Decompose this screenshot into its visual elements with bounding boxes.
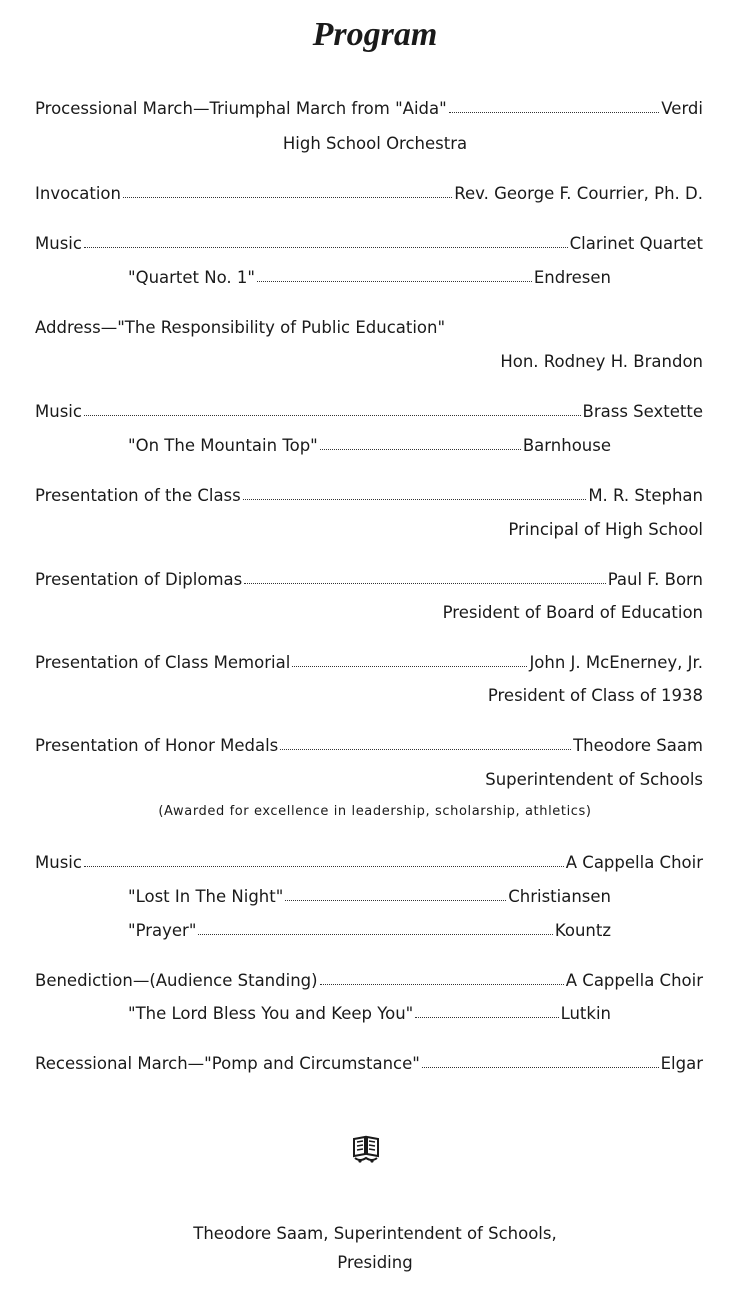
piece-row — [128, 265, 611, 291]
program-item-music-3 — [35, 850, 703, 876]
dot-leader — [84, 231, 568, 248]
item-performer: John J. McEnerney, Jr. — [529, 653, 703, 672]
dot-leader — [320, 433, 521, 450]
item-performer: Verdi — [661, 99, 703, 118]
piece-composer: Barnhouse — [522, 436, 611, 455]
piece-title: "Prayer" — [128, 921, 197, 940]
item-speaker: Hon. Rodney H. Brandon — [500, 352, 703, 371]
program-item-address: Address—"The Responsibility of Public Education" — [35, 318, 446, 337]
dot-leader — [198, 918, 552, 935]
program-item-presentation-medals — [35, 733, 703, 759]
program-item-recessional — [35, 1051, 703, 1077]
dot-leader — [123, 181, 452, 198]
presiding-line-2: Presiding — [337, 1253, 413, 1272]
item-performer: Brass Sextette — [582, 402, 703, 421]
item-title: Presentation of Class Memorial — [35, 653, 291, 672]
piece-title: "On The Mountain Top" — [128, 436, 318, 455]
piece-row — [128, 433, 611, 459]
program-item-music-1 — [35, 231, 703, 257]
item-title: Music — [35, 234, 82, 253]
item-subtitle: Superintendent of Schools — [485, 770, 703, 789]
book-ornament-icon — [351, 1134, 381, 1164]
presiding-line-1: Theodore Saam, Superintendent of Schools, — [193, 1224, 557, 1243]
piece-title: "Lost In The Night" — [128, 887, 284, 906]
piece-composer: Lutkin — [560, 1004, 611, 1023]
piece-row — [128, 1001, 611, 1027]
item-subtitle: Principal of High School — [508, 520, 703, 539]
item-performer: Theodore Saam — [573, 736, 703, 755]
dot-leader — [422, 1051, 659, 1068]
piece-composer: Christiansen — [508, 887, 611, 906]
program-item-presentation-memorial — [35, 650, 703, 676]
dot-leader — [415, 1001, 558, 1018]
dot-leader — [84, 850, 564, 867]
dot-leader — [243, 483, 587, 500]
item-performer: A Cappella Choir — [565, 971, 703, 990]
program-item-invocation — [35, 181, 703, 207]
item-title: Invocation — [35, 184, 121, 203]
item-title: Presentation of the Class — [35, 486, 241, 505]
item-performer: Clarinet Quartet — [569, 234, 703, 253]
program-item-presentation-class — [35, 483, 703, 509]
item-title: Processional March—Triumphal March from "Aida" — [35, 99, 447, 118]
piece-row — [128, 918, 611, 944]
item-subtitle: President of Class of 1938 — [487, 686, 703, 705]
item-subtitle: High School Orchestra — [282, 134, 468, 153]
piece-composer: Endresen — [533, 268, 611, 287]
item-performer: A Cappella Choir — [565, 853, 703, 872]
item-performer: Rev. George F. Courrier, Ph. D. — [454, 184, 703, 203]
piece-title: "The Lord Bless You and Keep You" — [128, 1004, 414, 1023]
piece-row — [128, 884, 611, 910]
item-title: Recessional March—"Pomp and Circumstance" — [35, 1054, 420, 1073]
piece-composer: Kountz — [554, 921, 611, 940]
dot-leader — [280, 733, 571, 750]
piece-title: "Quartet No. 1" — [128, 268, 255, 287]
program-item-benediction — [35, 968, 703, 994]
item-subtitle: President of Board of Education — [442, 603, 703, 622]
item-title: Music — [35, 853, 82, 872]
item-title: Music — [35, 402, 82, 421]
dot-leader — [285, 884, 506, 901]
item-performer: Elgar — [660, 1054, 703, 1073]
item-title: Benediction—(Audience Standing) — [35, 971, 318, 990]
program-item-processional — [35, 96, 703, 122]
program-item-presentation-diplomas — [35, 567, 703, 593]
item-title: Presentation of Diplomas — [35, 570, 243, 589]
item-title: Presentation of Honor Medals — [35, 736, 279, 755]
dot-leader — [292, 650, 527, 667]
dot-leader — [244, 567, 605, 584]
page-title: Program — [312, 16, 438, 53]
dot-leader — [449, 96, 660, 113]
program-item-music-2 — [35, 399, 703, 425]
dot-leader — [84, 399, 581, 416]
item-performer: M. R. Stephan — [588, 486, 703, 505]
awards-note: (Awarded for excellence in leadership, scholarship, athletics) — [158, 804, 592, 819]
item-performer: Paul F. Born — [607, 570, 703, 589]
dot-leader — [320, 968, 564, 985]
dot-leader — [257, 265, 532, 282]
